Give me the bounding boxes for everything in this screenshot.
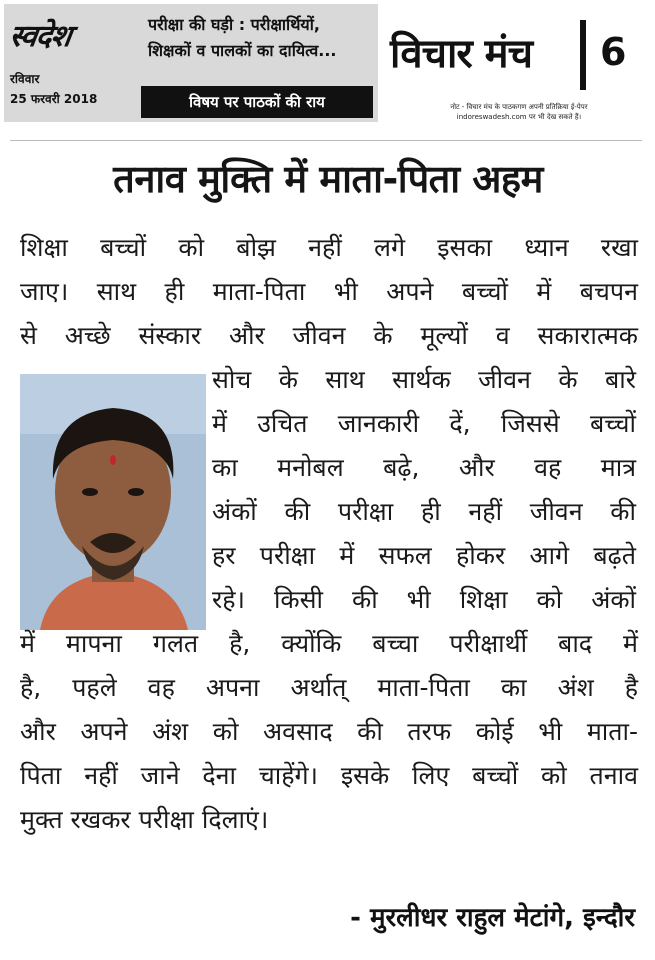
body-line: सोच के साथ सार्थक जीवन के बारे (212, 365, 636, 394)
teaser-line-2: शिक्षकों व पालकों का दायित्व... (148, 41, 337, 60)
issue-day: रविवार (10, 72, 40, 86)
author-photo (20, 374, 206, 630)
topic-tag: विषय पर पाठकों की राय (141, 86, 373, 118)
topic-teaser (148, 12, 376, 64)
article-body-side (212, 358, 636, 622)
body-line-last: मुक्त रखकर परीक्षा दिलाएं। (20, 805, 269, 834)
body-line: है, पहले वह अपना अर्थात् माता-पिता का अंश है (20, 673, 638, 702)
body-line: रहे। किसी की भी शिक्षा को अंकों (212, 585, 636, 614)
section-box (378, 4, 647, 126)
author-portrait-illustration (20, 374, 206, 630)
body-line: हर परीक्षा में सफल होकर आगे बढ़ते (212, 541, 636, 570)
body-line: और अपने अंश को अवसाद की तरफ कोई भी माता- (20, 717, 638, 746)
body-line: में उचित जानकारी दें, जिससे बच्चों (212, 409, 636, 438)
article-headline: तनाव मुक्ति में माता-पिता अहम (113, 157, 543, 201)
body-line: से अच्छे संस्कार और जीवन के मूल्यों व सकारात्मक (20, 321, 638, 350)
body-line: शिक्षा बच्चों को बोझ नहीं लगे इसका ध्यान रखा (20, 233, 638, 262)
header-rule (10, 140, 642, 141)
body-line: पिता नहीं जाने देना चाहेंगे। इसके लिए बच्चों को तनाव (20, 761, 638, 790)
teaser-line-1: परीक्षा की घड़ी : परीक्षार्थियों, (148, 15, 320, 34)
article-body-top (20, 226, 638, 358)
section-divider (580, 20, 586, 90)
section-title: विचार मंच (390, 31, 532, 77)
newspaper-header (0, 0, 655, 128)
section-note-line-2: indoreswadesh.com पर भी देख सकते हैं। (456, 113, 582, 121)
author-signature: - मुरलीधर राहुल मेटांगे, इन्दौर (350, 903, 635, 933)
article-body-bottom (20, 622, 638, 842)
issue-date: 25 फरवरी 2018 (10, 92, 98, 106)
section-note-line-1: नोट - विचार मंच के पाठकगण अपनी प्रतिक्रिया ई-पेपर (450, 103, 588, 111)
body-line: का मनोबल बढ़े, और वह मात्र (212, 453, 636, 482)
page-number: 6 (600, 30, 627, 74)
newspaper-logo: स्वदेश (7, 19, 73, 54)
body-line: अंकों की परीक्षा ही नहीं जीवन की (212, 497, 636, 526)
body-line: जाए। साथ ही माता-पिता भी अपने बच्चों में बचपन (20, 277, 638, 306)
section-note (414, 102, 624, 122)
body-line: में मापना गलत है, क्योंकि बच्चा परीक्षार्थी बाद में (20, 629, 638, 658)
